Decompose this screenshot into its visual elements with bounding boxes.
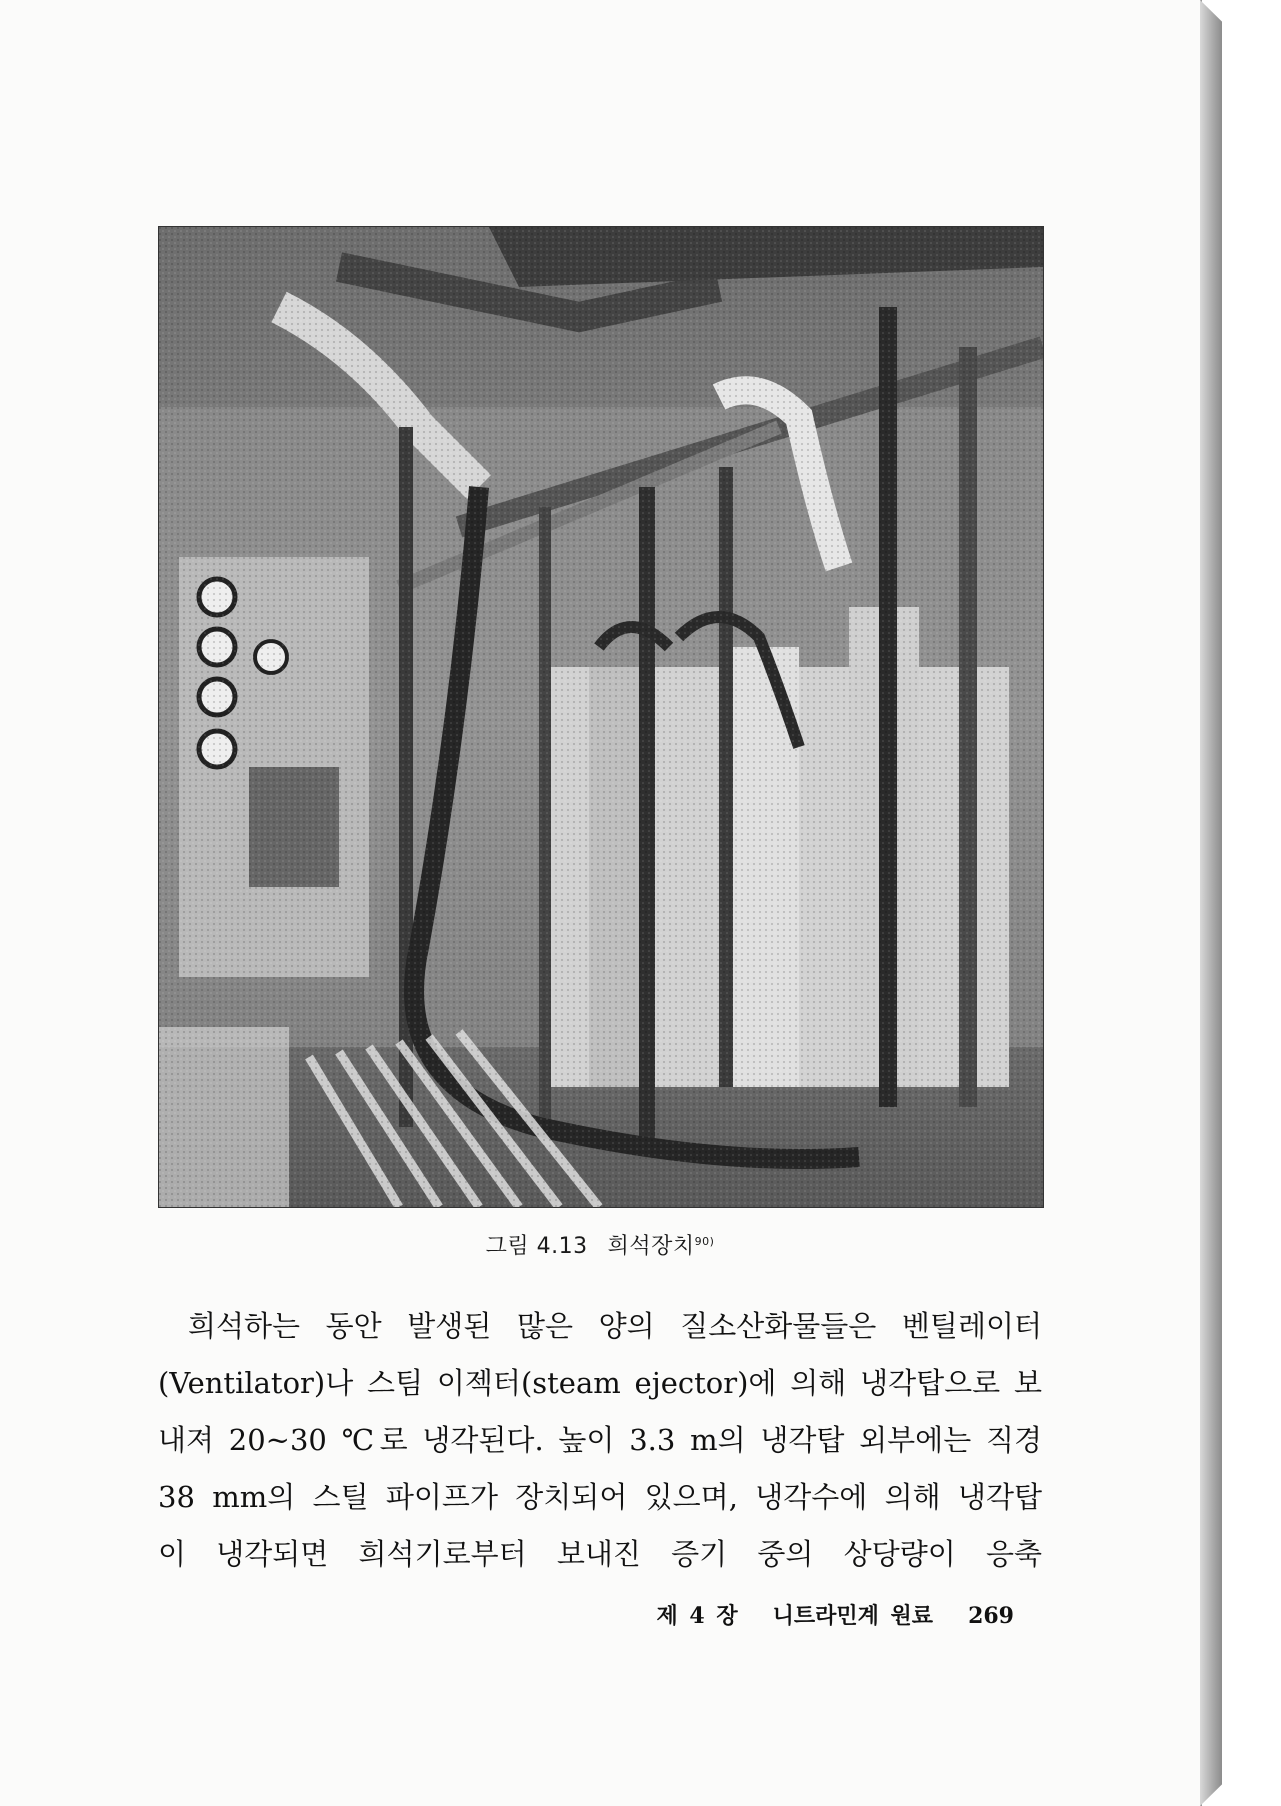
footer-section: 니트라민계 원료 xyxy=(772,1603,934,1629)
body-line: 이 냉각되면 희석기로부터 보내진 증기 중의 상당량이 응축 xyxy=(158,1537,1042,1571)
footer-chapter: 제 4 장 xyxy=(656,1603,738,1629)
body-paragraph xyxy=(158,1298,1042,1583)
page-edge xyxy=(1200,0,1222,1806)
body-line: 38 mm의 스틸 파이프가 장치되어 있으며, 냉각수에 의해 냉각탑 xyxy=(158,1480,1042,1514)
page-number: 269 xyxy=(968,1603,1014,1629)
figure-reference: 90) xyxy=(694,1235,715,1248)
body-line: 내져 20~30 ℃로 냉각된다. 높이 3.3 m의 냉각탑 외부에는 직경 xyxy=(158,1423,1042,1457)
body-line: 희석하는 동안 발생된 많은 양의 질소산화물들은 벤틸레이터 xyxy=(188,1309,1042,1343)
figure-caption xyxy=(0,1229,1200,1260)
body-line: (Ventilator)나 스팀 이젝터(steam ejector)에 의해 냉각탑으로 보 xyxy=(158,1366,1042,1400)
page-footer xyxy=(657,1599,1014,1630)
figure-title: 희석장치 xyxy=(607,1234,695,1259)
dilution-apparatus-photo xyxy=(158,226,1044,1208)
figure-label: 그림 4.13 xyxy=(485,1234,588,1259)
